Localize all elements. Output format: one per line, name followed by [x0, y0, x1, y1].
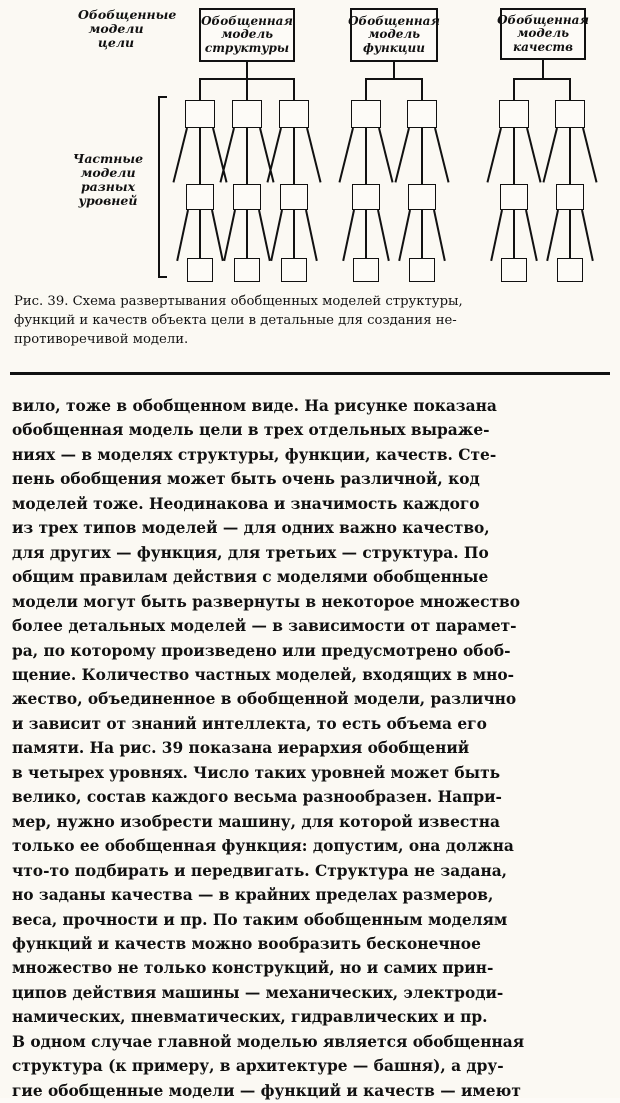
- body-line: ра, по которому произведено или предусмотрено обоб-: [12, 641, 511, 660]
- body-line: В одном случае главной моделью является обобщенная: [12, 1032, 525, 1051]
- figure-node: [186, 184, 214, 210]
- body-line: из трех типов моделей — для одних важно качество,: [12, 519, 490, 538]
- body-line: велико, состав каждого весьма разнообразен. Напри-: [12, 788, 502, 807]
- body-line: общим правилам действия с моделями обобщенные: [12, 568, 489, 587]
- figure-node: [185, 100, 215, 128]
- body-line: мер, нужно изобрести машину, для которой известна: [12, 812, 501, 831]
- figure-node: [232, 100, 262, 128]
- body-line: структура (к примеру, в архитектуре — башня), а дру-: [12, 1057, 504, 1076]
- figure-top-box-structure: Обобщенная модель структуры: [199, 8, 295, 62]
- figure-node: [407, 100, 437, 128]
- figure-node: [499, 100, 529, 128]
- body-line: пень обобщения может быть очень различной, код: [12, 470, 480, 489]
- figure-label-partial-models: Частные модели разных уровней: [72, 151, 144, 208]
- body-line: но заданы качества — в крайних пределах размеров,: [12, 886, 494, 905]
- body-line: в четырех уровнях. Число таких уровней может быть: [12, 763, 501, 782]
- body-text: [12, 394, 610, 1103]
- body-line: ципов действия машины — механических, электроди-: [12, 983, 504, 1002]
- body-line: функций и качеств можно вообразить бесконечное: [12, 934, 481, 953]
- caption-line: противоречивой модели.: [14, 332, 189, 347]
- body-line: щение. Количество частных моделей, входящих в мно-: [12, 665, 514, 684]
- figure-node: [500, 184, 528, 210]
- body-line: ниях — в моделях структуры, функции, качеств. Сте-: [12, 445, 497, 464]
- figure-node: [556, 184, 584, 210]
- body-line: памяти. На рис. 39 показана иерархия обобщений: [12, 739, 470, 758]
- body-line: только ее обобщенная функция: допустим, она должна: [12, 837, 514, 856]
- figure-39: [0, 0, 620, 292]
- figure-brace: [158, 96, 167, 278]
- body-line: и зависит от знаний интеллекта, то есть объема его: [12, 714, 487, 733]
- body-line: что-то подбирать и передвигать. Структура не задана,: [12, 861, 508, 880]
- body-line: более детальных моделей — в зависимости от парамет-: [12, 617, 517, 636]
- figure-node: [280, 184, 308, 210]
- figure-top-box-function: Обобщенная модель функции: [350, 8, 438, 62]
- caption-line: Рис. 39. Схема развертывания обобщенных моделей структуры,: [14, 294, 463, 309]
- figure-node: [351, 100, 381, 128]
- body-line: для других — функция, для третьих — структура. По: [12, 543, 489, 562]
- caption-line: функций и качеств объекта цели в детальные для создания не-: [14, 313, 457, 328]
- horizontal-rule: [10, 372, 610, 375]
- figure-node: [408, 184, 436, 210]
- figure-top-box-quality: Обобщенная модель качеств: [500, 8, 586, 60]
- body-line: множество не только конструкций, но и самих прин-: [12, 959, 494, 978]
- figure-node: [187, 258, 213, 282]
- figure-node: [281, 258, 307, 282]
- figure-node: [557, 258, 583, 282]
- body-line: намических, пневматических, гидравлических и пр.: [12, 1008, 488, 1027]
- body-line: модели могут быть развернуты в некоторое множество: [12, 592, 520, 611]
- figure-node: [353, 258, 379, 282]
- body-line: вило, тоже в обобщенном виде. На рисунке показана: [12, 397, 497, 415]
- figure-node: [234, 258, 260, 282]
- figure-node: [352, 184, 380, 210]
- figure-node: [555, 100, 585, 128]
- figure-node: [501, 258, 527, 282]
- figure-node: [279, 100, 309, 128]
- figure-label-goal-models: Обобщенные модели цели: [78, 7, 177, 50]
- body-line: веса, прочности и пр. По таким обобщенным моделям: [12, 910, 508, 929]
- figure-node: [409, 258, 435, 282]
- body-line: моделей тоже. Неодинакова и значимость каждого: [12, 494, 480, 513]
- figure-node: [233, 184, 261, 210]
- figure-caption: [14, 292, 608, 349]
- body-line: обобщенная модель цели в трех отдельных выраже-: [12, 421, 490, 440]
- body-line: жество, объединенное в обобщенной модели, различно: [12, 690, 517, 709]
- body-line: гие обобщенные модели — функций и качеств — имеют: [12, 1081, 521, 1100]
